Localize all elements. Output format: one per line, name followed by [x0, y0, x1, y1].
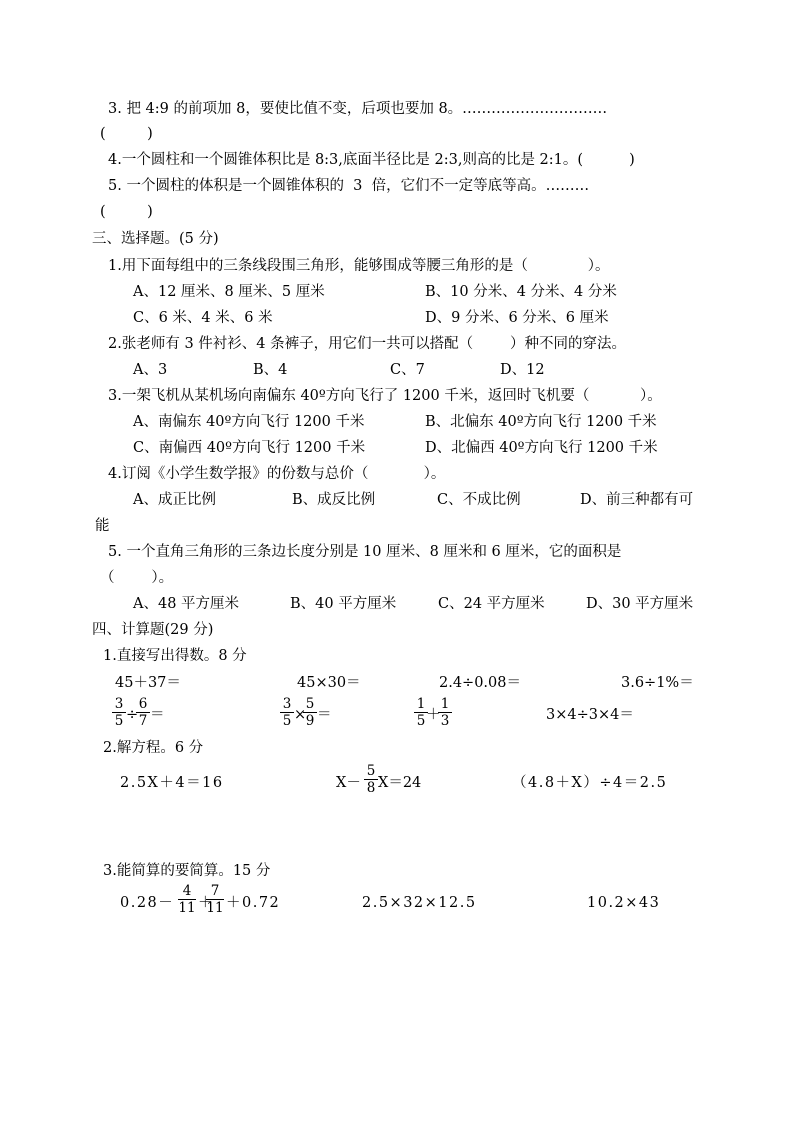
calc-oral-6-fraction-b: 5 9	[303, 697, 317, 728]
calc-oral-2: 45×30＝	[297, 675, 361, 691]
calc-oral-5-equals: ＝	[150, 707, 165, 723]
calc-simplify-1-prefix: 0.28－	[120, 895, 175, 911]
calc-oral-5-fraction-a: 3 5	[112, 697, 126, 728]
choice-q4-option-c[interactable]: C、不成比例	[437, 492, 521, 508]
calc-oral-7-fraction-a: 1 5	[414, 697, 428, 728]
choice-q3-option-d[interactable]: D、北偏西 40º方向飞行 1200 千米	[425, 440, 658, 456]
calc-equation-1: 2.5X＋4＝16	[120, 775, 224, 791]
calc-oral-6-fraction-a: 3 5	[280, 697, 294, 728]
choice-q2-stem: 2.张老师有 3 件衬衫、4 条裤子，用它们一共可以搭配（ ）种不同的穿法。	[108, 336, 626, 352]
calc-part1-title: 1.直接写出得数。8 分	[103, 648, 247, 664]
choice-q2-option-a[interactable]: A、3	[133, 362, 168, 378]
choice-q4-stem: 4.订阅《小学生数学报》的份数与总价（ ）。	[108, 466, 446, 482]
choice-q5-option-b[interactable]: B、40 平方厘米	[290, 596, 397, 612]
calc-part2-title: 2.解方程。6 分	[103, 740, 204, 756]
calc-equation-2-prefix: X－	[336, 775, 361, 791]
choice-q3-option-c[interactable]: C、南偏西 40º方向飞行 1200 千米	[133, 440, 366, 456]
calc-oral-6-operator: ×	[294, 707, 307, 723]
calc-simplify-1-operator: ＋	[198, 895, 213, 911]
judge-q3-answer-paren[interactable]: ( )	[100, 126, 153, 142]
calc-oral-7-fraction-b: 1 3	[438, 697, 452, 728]
choice-q1-stem: 1.用下面每组中的三条线段围三角形，能够围成等腰三角形的是（ ）。	[108, 258, 610, 274]
calc-oral-5-fraction-b: 6 7	[136, 697, 150, 728]
choice-q2-option-b[interactable]: B、4	[253, 362, 288, 378]
calc-simplify-1-suffix: ＋0.72	[226, 895, 281, 911]
choice-q3-stem: 3.一架飞机从某机场向南偏东 40º方向飞行了 1200 千米，返回时飞机要（ ）。	[108, 388, 662, 404]
choice-section-heading: 三、选择题。(5 分)	[92, 231, 219, 247]
choice-q4-option-d[interactable]: D、前三种都有可	[580, 492, 694, 508]
calc-oral-8: 3×4÷3×4＝	[546, 707, 634, 723]
calc-oral-7-operator: ＋	[426, 707, 441, 723]
calc-oral-5-operator: ÷	[126, 707, 139, 723]
choice-q5-option-d[interactable]: D、30 平方厘米	[586, 596, 694, 612]
choice-q3-option-a[interactable]: A、南偏东 40º方向飞行 1200 千米	[133, 414, 365, 430]
choice-q5-option-c[interactable]: C、24 平方厘米	[438, 596, 545, 612]
calc-equation-3: （4.8＋X）÷4＝2.5	[512, 775, 668, 791]
choice-q5-answer-paren[interactable]: （ ）。	[100, 570, 174, 586]
choice-q1-option-a[interactable]: A、12 厘米、8 厘米、5 厘米	[133, 284, 325, 300]
calc-oral-4: 3.6÷1%＝	[621, 675, 694, 691]
choice-q1-option-c[interactable]: C、6 米、4 米、6 米	[133, 310, 273, 326]
choice-q3-option-b[interactable]: B、北偏东 40º方向飞行 1200 千米	[425, 414, 657, 430]
calc-equation-2-fraction: 5 8	[364, 764, 378, 795]
calc-section-heading: 四、计算题(29 分)	[92, 622, 214, 638]
choice-q1-option-b[interactable]: B、10 分米、4 分米、4 分米	[425, 284, 617, 300]
judge-q4-text: 4.一个圆柱和一个圆锥体积比是 8:3,底面半径比是 2:3,则高的比是 2:1。( )	[108, 152, 635, 168]
choice-q4-option-d-wrap: 能	[95, 518, 110, 534]
calc-simplify-1-fraction-b: 7 11	[206, 883, 224, 916]
choice-q5-option-a[interactable]: A、48 平方厘米	[133, 596, 240, 612]
choice-q2-option-d[interactable]: D、12	[500, 362, 545, 378]
calc-simplify-2: 2.5×32×12.5	[362, 895, 477, 911]
calc-oral-3: 2.4÷0.08＝	[439, 675, 521, 691]
calc-equation-2-suffix: X＝24	[378, 775, 422, 791]
calc-oral-1: 45＋37＝	[115, 675, 181, 691]
choice-q4-option-b[interactable]: B、成反比例	[292, 492, 376, 508]
choice-q5-stem: 5. 一个直角三角形的三条边长度分别是 10 厘米、8 厘米和 6 厘米，它的面积是	[108, 544, 622, 560]
judge-q3-text: 3. 把 4:9 的前项加 8，要使比值不变，后项也要加 8。…………………………	[108, 101, 608, 117]
choice-q1-option-d[interactable]: D、9 分米、6 分米、6 厘米	[425, 310, 609, 326]
judge-q5-answer-paren[interactable]: ( )	[100, 204, 153, 220]
calc-simplify-1-fraction-a: 4 11	[178, 883, 196, 916]
judge-q5-text: 5. 一个圆柱的体积是一个圆锥体积的 3 倍，它们不一定等底等高。………	[108, 178, 590, 194]
choice-q4-option-a[interactable]: A、成正比例	[133, 492, 216, 508]
calc-oral-6-equals: ＝	[317, 707, 332, 723]
calc-part3-title: 3.能简算的要简算。15 分	[103, 863, 271, 879]
choice-q2-option-c[interactable]: C、7	[390, 362, 425, 378]
calc-simplify-3: 10.2×43	[587, 895, 661, 911]
